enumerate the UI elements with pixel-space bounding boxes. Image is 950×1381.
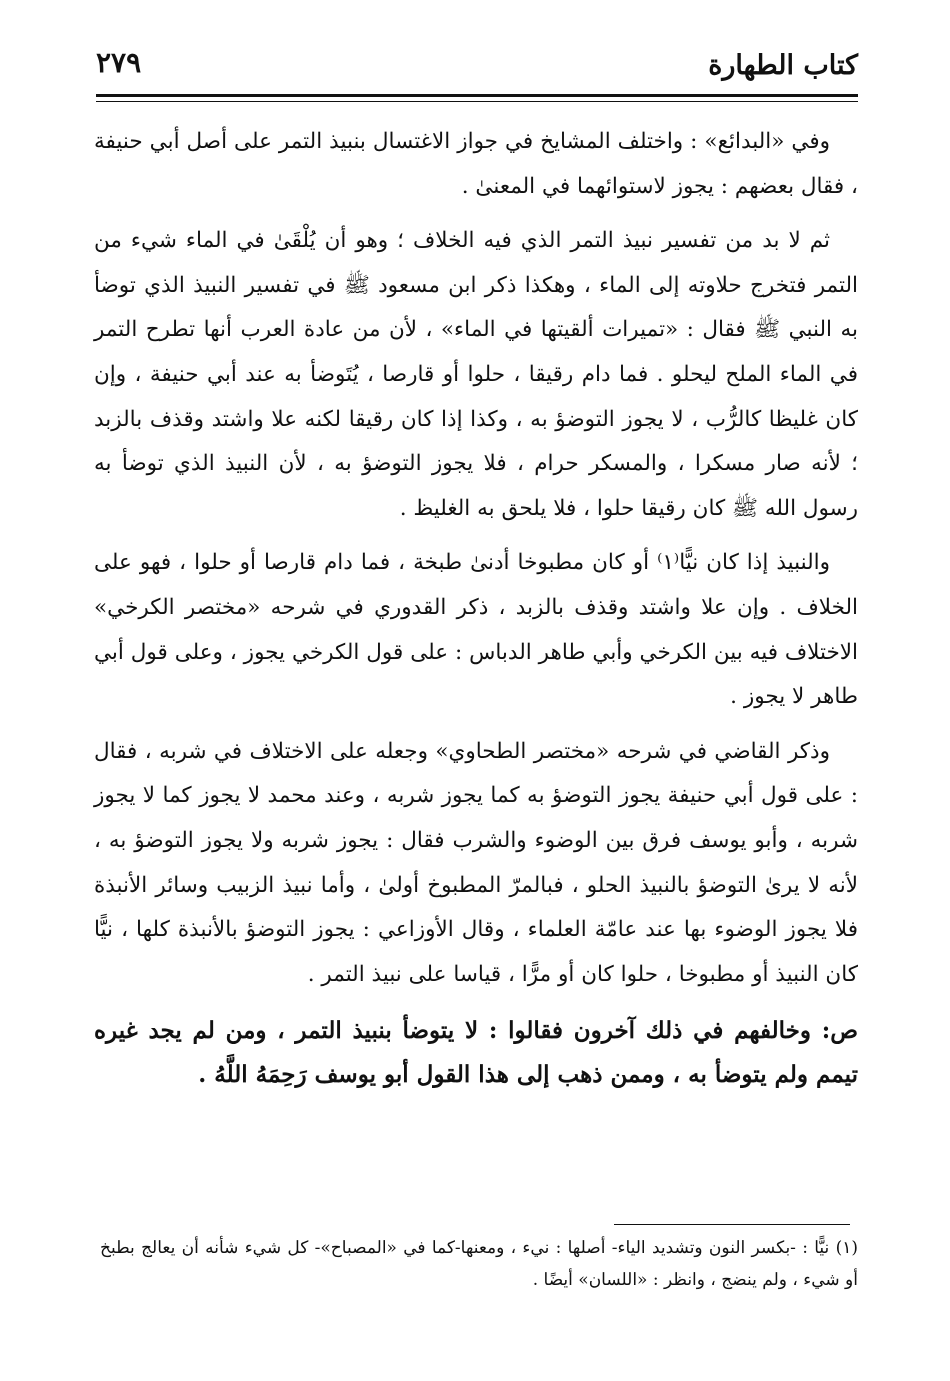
header-rule-thick [96, 94, 858, 97]
footnotes [100, 1232, 858, 1296]
page-number: ٢٧٩ [96, 46, 142, 79]
paragraph: والنبيذ إذا كان نيًّا⁽١⁾ أو كان مطبوخا أدنىٰ طبخة ، فما دام قارصا أو حلوا ، فهو على الخلاف . وإن علا واشتد وقذف بالزبد ، ذكر القدوري في شرحه «مختصر الكرخي» الاختلاف فيه بين الكرخي وأبي طاهر الدباس : على قول الكرخي يجوز ، وعلى قول أبي طاهر لا يجوز . [94, 550, 858, 710]
chapter-title: كتاب الطهارة [708, 50, 858, 81]
footnote-separator [614, 1224, 850, 1225]
page-header [96, 44, 858, 94]
footnote: (١) نيًّا : -بكسر النون وتشديد الياء- أصلها : نيء ، ومعنها-كما في «المصباح»- كل شيء شأنه أن يعالج بطبخ أو شيء ، ولم ينضج ، وانظر : «اللسان» أيضًا . [100, 1238, 858, 1290]
main-text [94, 120, 858, 1097]
bold-paragraph: ص: وخالفهم في ذلك آخرون فقالوا : لا يتوضأ بنبيذ التمر ، ومن لم يجد غيره تيمم ولم يتوضأ به ، وممن ذهب إلى هذا القول أبو يوسف رَحِمَهُ اللَّهُ . [94, 1017, 858, 1089]
paragraph: وفي «البدائع» : واختلف المشايخ في جواز الاغتسال بنبيذ التمر على أصل أبي حنيفة ، فقال بعضهم : يجوز لاستوائهما في المعنىٰ . [94, 129, 858, 199]
paragraph: ثم لا بد من تفسير نبيذ التمر الذي فيه الخلاف ؛ وهو أن يُلْقَىٰ في الماء شيء من التمر فتخرج حلاوته إلى الماء ، وهكذا ذكر ابن مسعود ﷺ في تفسير النبيذ الذي توضأ به النبي ﷺ فقال : «تميرات ألقيتها في الماء» ، لأن من عادة العرب أنها تطرح التمر في الماء الملح ليحلو . فما دام رقيقا ، حلوا أو قارصا ، يُتَوضأ به عند أبي حنيفة ، وإن كان غليظا كالرُّب ، لا يجوز التوضؤ به ، وكذا إذا كان رقيقا لكنه علا واشتد وقذف بالزبد ؛ لأنه صار مسكرا ، والمسكر حرام ، فلا يجوز التوضؤ به ، لأن النبيذ الذي توضأ به رسول الله ﷺ كان رقيقا حلوا ، فلا يلحق به الغليظ . [94, 228, 858, 521]
paragraph: وذكر القاضي في شرحه «مختصر الطحاوي» وجعله على الاختلاف في شربه ، فقال : على قول أبي حنيفة يجوز التوضؤ به كما يجوز شربه ، وعند محمد لا يجوز كما لا يجوز شربه ، وأبو يوسف فرق بين الوضوء والشرب فقال : يجوز شربه ولا يجوز التوضؤ به ، لأنه لا يرىٰ التوضؤ بالنبيذ الحلو ، فبالمرّ المطبوخ أولىٰ ، وأما نبيذ الزبيب وسائر الأنبذة فلا يجوز الوضوء بها عند عامّة العلماء ، وقال الأوزاعي : يجوز التوضؤ بالأنبذة كلها ، نيًّا كان النبيذ أو مطبوخا ، حلوا كان أو مرًّا ، قياسا على نبيذ التمر . [94, 738, 858, 987]
header-rule-thin [96, 101, 858, 102]
